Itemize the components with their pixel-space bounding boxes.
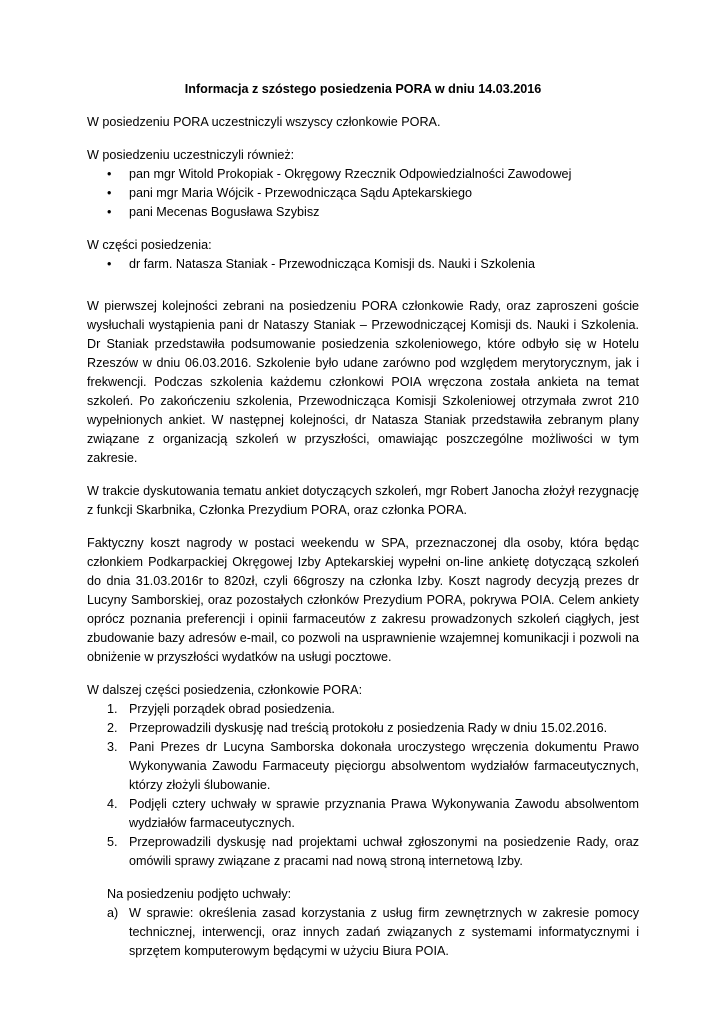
list-item-text: Przeprowadzili dyskusję nad treścią protokołu z posiedzenia Rady w dniu 15.02.2016. [129, 721, 608, 735]
list-number: 3. [107, 740, 118, 754]
list-item-text: pan mgr Witold Prokopiak - Okręgowy Rzecznik Odpowiedzialności Zawodowej [129, 167, 572, 181]
resolutions-list [107, 904, 639, 961]
guests-label: W posiedzeniu uczestniczyli również: [87, 148, 295, 162]
list-item-text: pani mgr Maria Wójcik - Przewodnicząca Sądu Aptekarskiego [129, 186, 472, 200]
document-title: Informacja z szóstego posiedzenia PORA w dniu 14.03.2016 [184, 82, 542, 96]
list-item [87, 165, 639, 184]
list-item [87, 738, 639, 795]
survey-prize-paragraph: Faktyczny koszt nagrody w postaci weekendu w SPA, przeznaczonej dla osoby, która będąc członkiem Podkarpackiej Okręgowej Izby Aptekarskiej wypełni on-line ankietę dotyczącą szkoleń do dnia 31.03.2016r to 820zł, czyli 66groszy na członka Izby. Koszt nagrody decyzją prezes dr Lucyny Samborskiej, oraz pozostałych członków Prezydium PORA, pokrywa POIA. Celem ankiety oprócz poznania preferencji i opinii farmaceutów z zakresu prowadzonych szkoleń ciągłych, jest zbudowanie bazy adresów e-mail, co pozwoli na usprawnienie wzajemnej komunikacji i pozwoli na obniżenie w przyszłości wydatków na usługi pocztowe. [87, 536, 639, 664]
agenda-label: W dalszej części posiedzenia, członkowie PORA: [87, 683, 363, 697]
resolutions-section [107, 885, 639, 961]
list-item-text: Przeprowadzili dyskusję nad projektami uchwał zgłoszonymi na posiedzenie Rady, oraz omówili sprawy związane z pracami nad nową stroną internetową Izby. [129, 835, 639, 868]
resignation-paragraph: W trakcie dyskutowania tematu ankiet dotyczących szkoleń, mgr Robert Janocha złożył rezygnację z funkcji Skarbnika, Członka Prezydium PORA, oraz członka PORA. [87, 484, 639, 517]
list-item [87, 184, 639, 203]
report-paragraph: W pierwszej kolejności zebrani na posiedzeniu PORA członkowie Rady, oraz zaproszeni goście wysłuchali wystąpienia pani dr Nataszy Staniak – Przewodniczącej Komisji ds. Nauki i Szkolenia. Dr Staniak przedstawiła podsumowanie posiedzenia szkoleniowego, które odbyło się w Hotelu Rzeszów w dniu 06.03.2016. Szkolenie było udane zarówno pod względem merytorycznym, jak i frekwencji. Podczas szkolenia każdemu członkowi POIA wręczona została ankieta na temat szkoleń. Po zakończeniu szkolenia, Przewodnicząca Komisji Szkoleniowej otrzymała zwrot 210 wypełnionych ankiet. W następnej kolejności, dr Natasza Staniak przedstawiła zebranym plany związane z organizacją szkoleń w przyszłości, omawiając poszczególne możliwości w tym zakresie. [87, 299, 639, 465]
list-item [87, 795, 639, 833]
partial-attendance-label: W części posiedzenia: [87, 238, 212, 252]
list-item-text: W sprawie: określenia zasad korzystania z usług firm zewnętrznych w zakresie pomocy technicznej, interwencji, oraz innych zadań związanych z systemami informatycznymi i sprzętem komputerowym będącymi w użyciu Biura POIA. [129, 906, 639, 958]
list-item-text: pani Mecenas Bogusława Szybisz [129, 205, 320, 219]
list-letter: a) [107, 906, 119, 920]
resolutions-label: Na posiedzeniu podjęto uchwały: [107, 887, 292, 901]
list-item-text: dr farm. Natasza Staniak - Przewodnicząca Komisji ds. Nauki i Szkolenia [129, 257, 535, 271]
list-number: 1. [107, 702, 118, 716]
list-item [87, 833, 639, 871]
list-item-text: Przyjęli porządek obrad posiedzenia. [129, 702, 335, 716]
bullet-icon: • [107, 186, 112, 200]
list-number: 5. [107, 835, 118, 849]
list-item [107, 904, 639, 961]
attendance-paragraph: W posiedzeniu PORA uczestniczyli wszyscy członkowie PORA. [87, 115, 441, 129]
list-item [87, 255, 639, 274]
list-number: 2. [107, 721, 118, 735]
agenda-list [87, 700, 639, 871]
list-number: 4. [107, 797, 118, 811]
bullet-icon: • [107, 205, 112, 219]
guests-list [87, 165, 639, 222]
bullet-icon: • [107, 167, 112, 181]
bullet-icon: • [107, 257, 112, 271]
list-item [87, 719, 639, 738]
list-item [87, 700, 639, 719]
list-item-text: Pani Prezes dr Lucyna Samborska dokonała uroczystego wręczenia dokumentu Prawo Wykonywania Zawodu Farmaceuty pięciorgu absolwentom wydziałów farmaceutycznych, którzy złożyli ślubowanie. [129, 740, 639, 792]
list-item [87, 203, 639, 222]
document-page [87, 80, 639, 961]
list-item-text: Podjęli cztery uchwały w sprawie przyznania Prawa Wykonywania Zawodu absolwentom wydziałów farmaceutycznych. [129, 797, 639, 830]
partial-attendance-list [87, 255, 639, 274]
